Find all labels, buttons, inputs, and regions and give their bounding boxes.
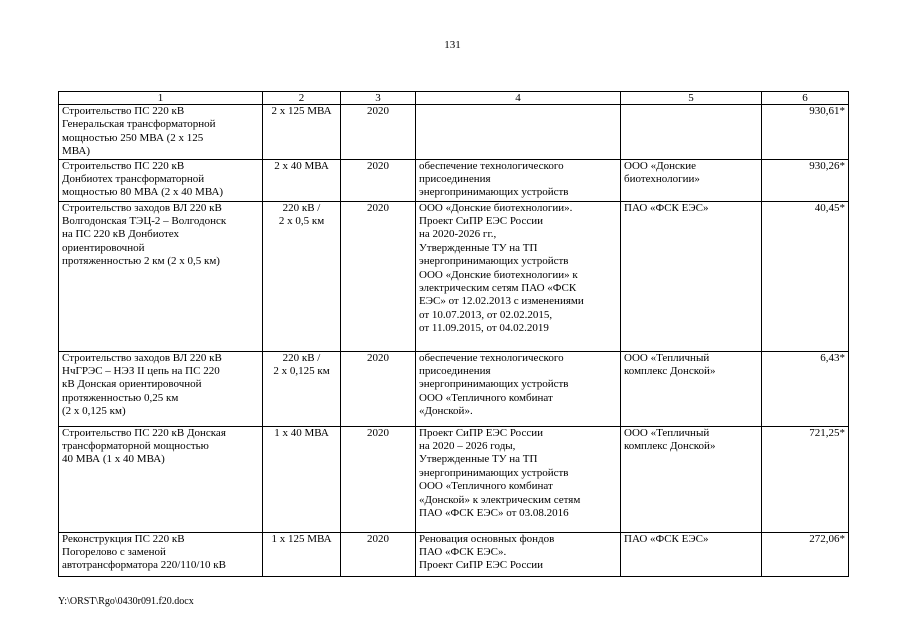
cell-object: Строительство ПС 220 кВ Генеральская трансформаторной мощностью 250 МВА (2 х 125 МВА)	[59, 105, 263, 160]
cell-cost: 930,26*	[762, 159, 849, 201]
col-header-4: 4	[416, 92, 621, 105]
cell-basis: обеспечение технологического присоединения энергопринимающих устройств ООО «Тепличного комбинат «Донской».	[416, 351, 621, 426]
cell-basis: ООО «Донские биотехнологии». Проект СиПР ЕЭС России на 2020-2026 гг., Утвержденные ТУ на ТП энергопринимающих устройств ООО «Донские биотехнологии» к электрическим сетям ПАО «ФСК ЕЭС» от 12.02.2013 с изменениями от 10.07.2013, от 02.02.2015, от 11.09.2015, от 04.02.2019	[416, 201, 621, 351]
cell-object: Строительство заходов ВЛ 220 кВ Волгодонская ТЭЦ-2 – Волгодонск на ПС 220 кВ Донбиотех ориентировочной протяженностью 2 км (2 х 0,5 км)	[59, 201, 263, 351]
cell-organization: ПАО «ФСК ЕЭС»	[621, 201, 762, 351]
cell-capacity: 1 х 40 МВА	[263, 426, 341, 532]
cell-organization: ООО «Тепличный комплекс Донской»	[621, 351, 762, 426]
footer-file-path: Y:\ORST\Rgo\0430r091.f20.docx	[58, 596, 194, 607]
cell-year: 2020	[341, 159, 416, 201]
cell-organization: ООО «Донские биотехнологии»	[621, 159, 762, 201]
cell-cost: 721,25*	[762, 426, 849, 532]
cell-object: Строительство ПС 220 кВ Донская трансформаторной мощностью 40 МВА (1 х 40 МВА)	[59, 426, 263, 532]
header-row	[59, 92, 849, 105]
cell-capacity: 220 кВ / 2 х 0,5 км	[263, 201, 341, 351]
cell-year: 2020	[341, 351, 416, 426]
data-table	[58, 91, 849, 577]
table-row	[59, 532, 849, 576]
col-header-1: 1	[59, 92, 263, 105]
cell-year: 2020	[341, 201, 416, 351]
page-number: 131	[444, 39, 461, 51]
cell-object: Строительство ПС 220 кВ Донбиотех трансформаторной мощностью 80 МВА (2 х 40 МВА)	[59, 159, 263, 201]
cell-capacity: 2 х 40 МВА	[263, 159, 341, 201]
cell-cost: 6,43*	[762, 351, 849, 426]
table-row	[59, 201, 849, 351]
col-header-5: 5	[621, 92, 762, 105]
cell-organization	[621, 105, 762, 160]
table-row	[59, 426, 849, 532]
col-header-6: 6	[762, 92, 849, 105]
cell-organization: ПАО «ФСК ЕЭС»	[621, 532, 762, 576]
table-row	[59, 105, 849, 160]
col-header-2: 2	[263, 92, 341, 105]
cell-cost: 40,45*	[762, 201, 849, 351]
table-row	[59, 159, 849, 201]
cell-capacity: 220 кВ / 2 х 0,125 км	[263, 351, 341, 426]
cell-object: Строительство заходов ВЛ 220 кВ НчГРЭС – НЭЗ II цепь на ПС 220 кВ Донская ориентировочной протяженностью 0,25 км (2 х 0,125 км)	[59, 351, 263, 426]
cell-basis: Реновация основных фондов ПАО «ФСК ЕЭС». Проект СиПР ЕЭС России	[416, 532, 621, 576]
cell-object: Реконструкция ПС 220 кВ Погорелово с заменой автотрансформатора 220/110/10 кВ	[59, 532, 263, 576]
cell-capacity: 1 х 125 МВА	[263, 532, 341, 576]
cell-basis: обеспечение технологического присоединения энергопринимающих устройств	[416, 159, 621, 201]
table-row	[59, 351, 849, 426]
cell-capacity: 2 х 125 МВА	[263, 105, 341, 160]
cell-year: 2020	[341, 426, 416, 532]
cell-year: 2020	[341, 532, 416, 576]
cell-year: 2020	[341, 105, 416, 160]
cell-basis: Проект СиПР ЕЭС России на 2020 – 2026 годы, Утвержденные ТУ на ТП энергопринимающих устройств ООО «Тепличного комбинат «Донской» к электрическим сетям ПАО «ФСК ЕЭС» от 03.08.2016	[416, 426, 621, 532]
cell-organization: ООО «Тепличный комплекс Донской»	[621, 426, 762, 532]
col-header-3: 3	[341, 92, 416, 105]
cell-cost: 930,61*	[762, 105, 849, 160]
cell-basis	[416, 105, 621, 160]
cell-cost: 272,06*	[762, 532, 849, 576]
